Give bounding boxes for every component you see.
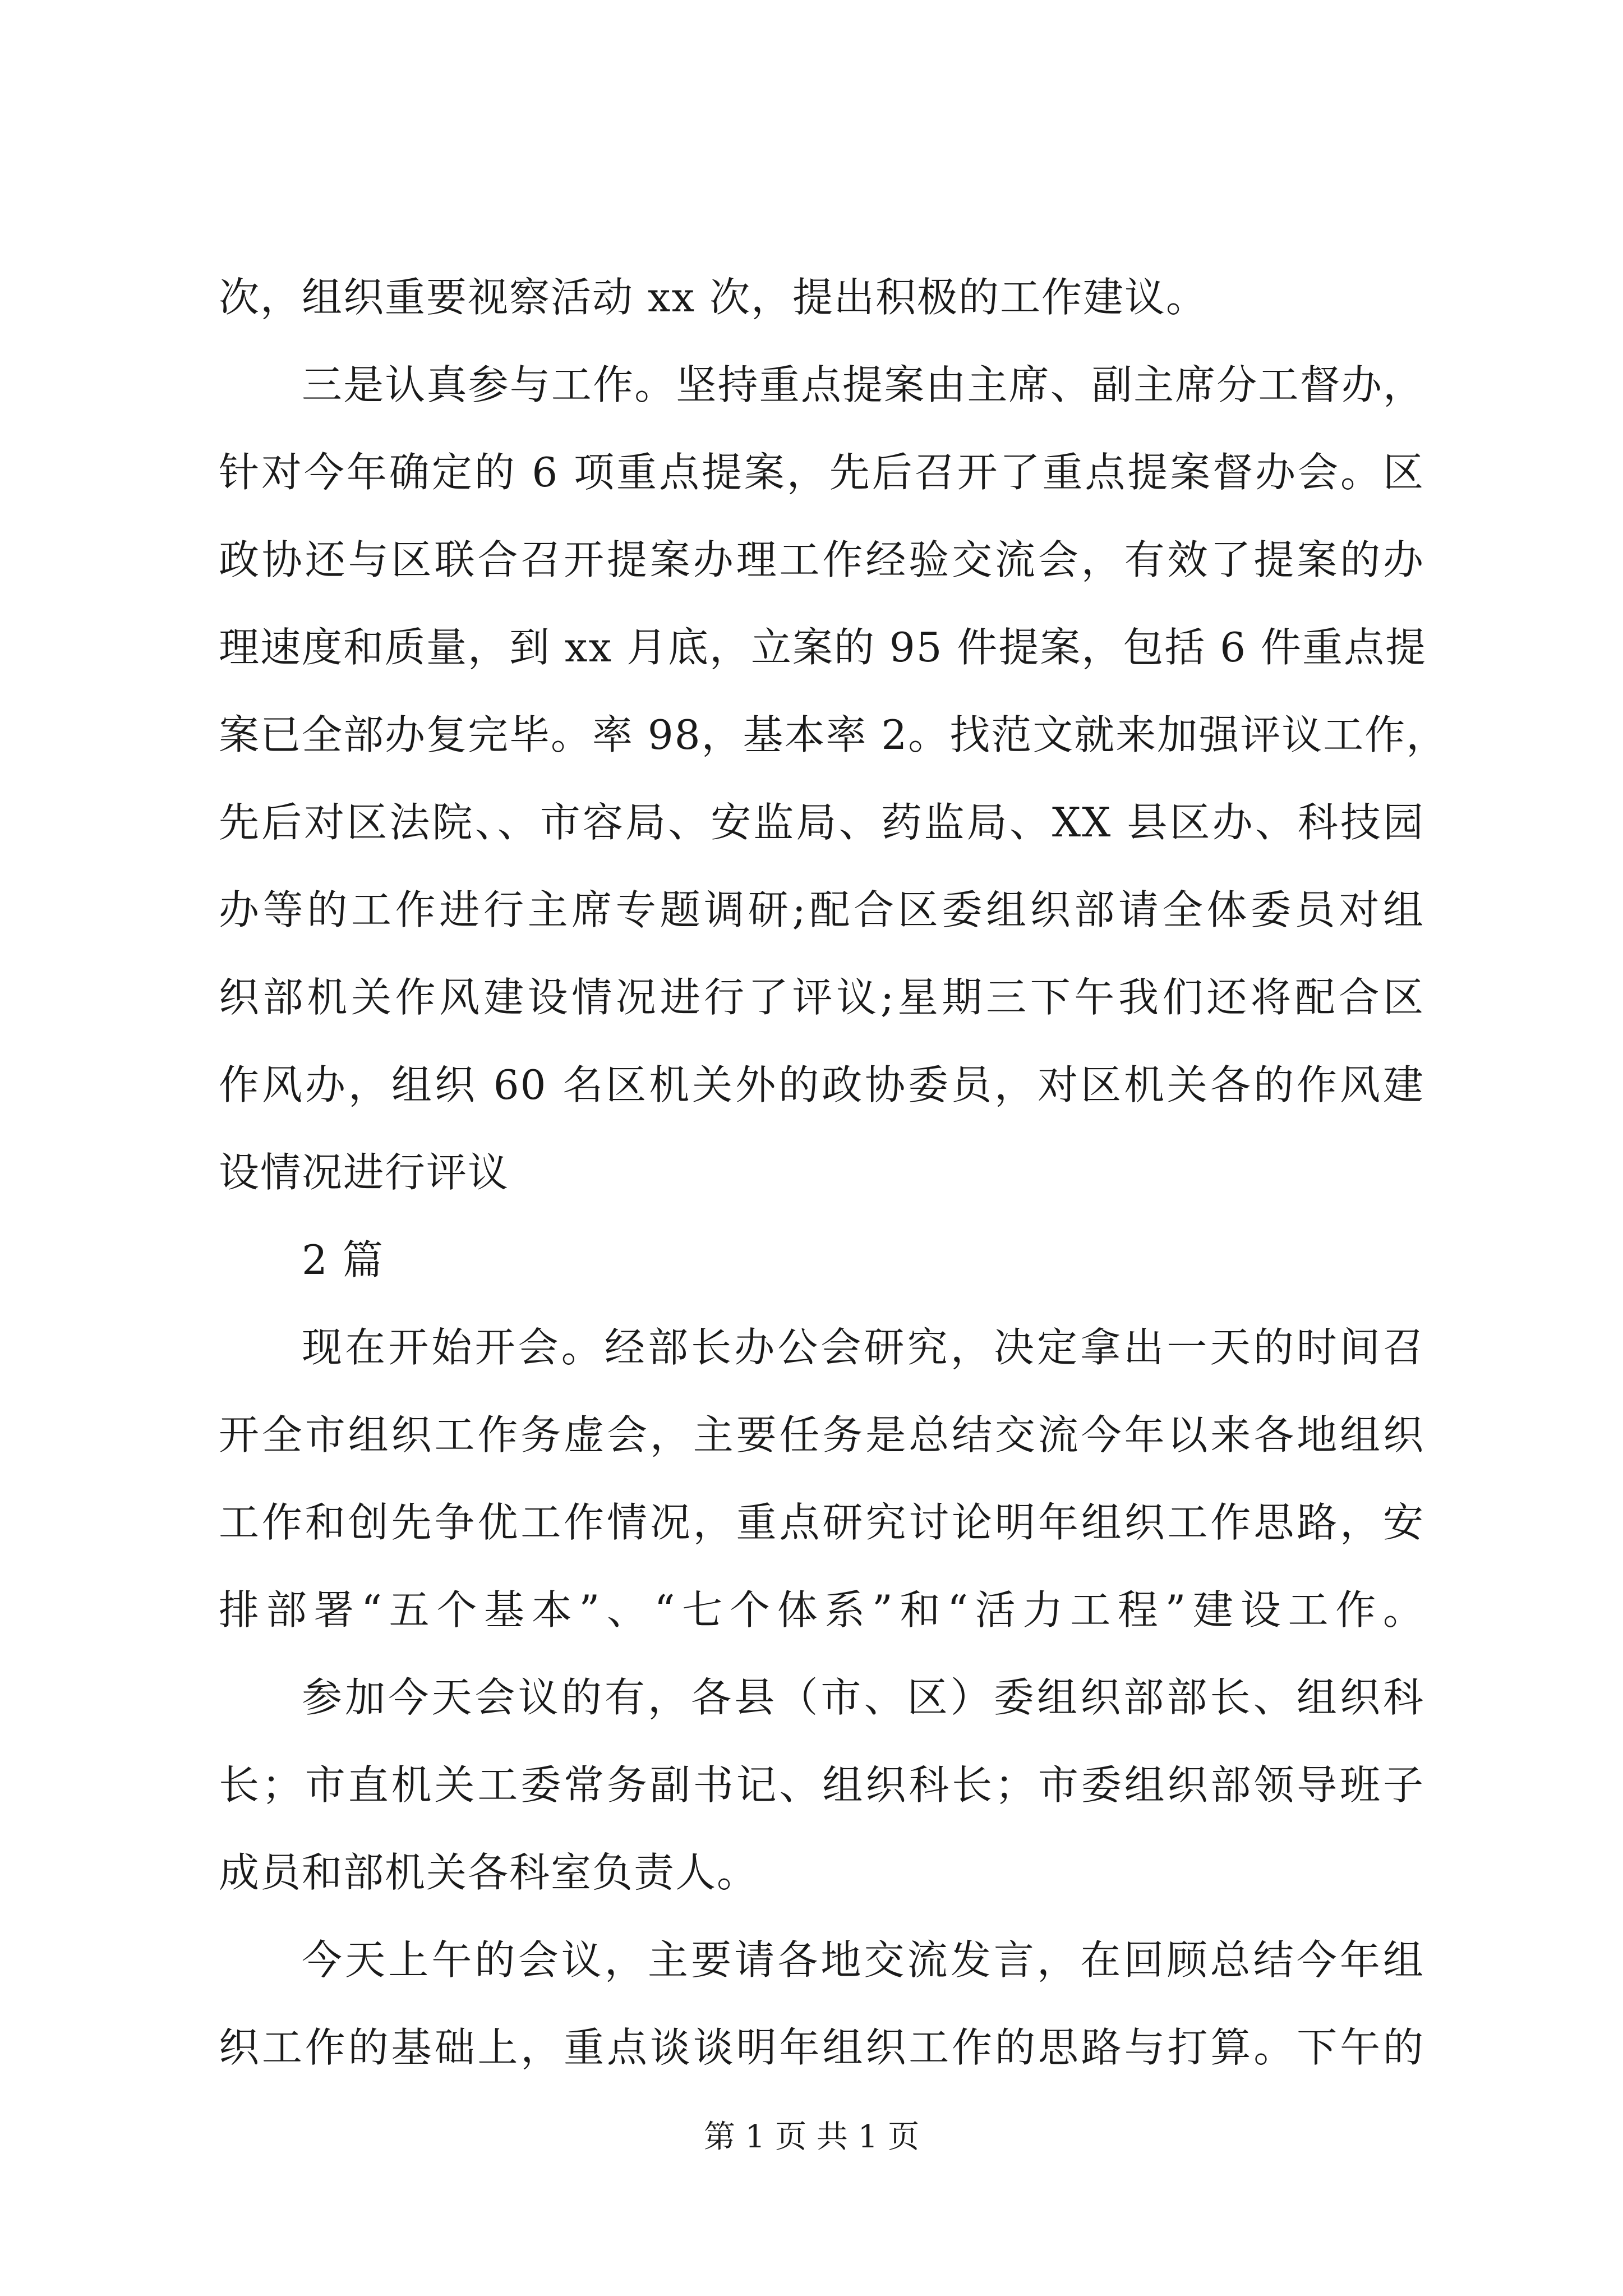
text-line: 办等的工作进行主席专题调研;配合区委组织部请全体委员对组 xyxy=(219,886,1424,933)
text-line: 工作和创先争优工作情况，重点研究讨论明年组织工作思路，安 xyxy=(219,1499,1424,1546)
text-line: 先后对区法院、、市容局、安监局、药监局、XX 县区办、科技园 xyxy=(219,799,1424,846)
text-line: 长；市直机关工委常务副书记、组织科长；市委组织部领导班子 xyxy=(219,1761,1424,1809)
text-line: 织工作的基础上，重点谈谈明年组织工作的思路与打算。下午的 xyxy=(219,2024,1424,2071)
text-line: 案已全部办复完毕。率 98，基本率 2。找范文就来加强评议工作， xyxy=(219,711,1448,758)
text-line: 理速度和质量，到 xx 月底，立案的 95 件提案，包括 6 件重点提 xyxy=(219,624,1427,671)
text-line: 排部署“五个基本”、“七个体系”和“活力工程”建设工作。 xyxy=(219,1586,1424,1634)
text-line: 开全市组织工作务虚会，主要任务是总结交流今年以来各地组织 xyxy=(219,1411,1424,1458)
text-line: 作风办，组织 60 名区机关外的政协委员，对区机关各的作风建 xyxy=(219,1061,1424,1108)
page-number-footer: 第 1 页 共 1 页 xyxy=(703,2119,920,2155)
text-line: 成员和部机关各科室负责人。 xyxy=(219,1849,759,1896)
text-line: 针对今年确定的 6 项重点提案，先后召开了重点提案督办会。区 xyxy=(219,449,1424,496)
text-line: 政协还与区联合召开提案办理工作经验交流会，有效了提案的办 xyxy=(219,536,1424,583)
paragraph-start-line: 现在开始开会。经部长办公会研究，决定拿出一天的时间召 xyxy=(302,1324,1424,1371)
document-body xyxy=(219,254,1448,2091)
section-heading: 2 篇 xyxy=(302,1236,384,1283)
paragraph-start-line: 今天上午的会议，主要请各地交流发言，在回顾总结今年组 xyxy=(302,1936,1424,1984)
text-line: 设情况进行评议 xyxy=(219,1149,510,1196)
paragraph-start-line: 三是认真参与工作。坚持重点提案由主席、副主席分工督办， xyxy=(302,361,1424,408)
text-line: 织部机关作风建设情况进行了评议;星期三下午我们还将配合区 xyxy=(219,974,1424,1021)
text-line: 次，组织重要视察活动 xx 次，提出积极的工作建议。 xyxy=(219,274,1207,321)
paragraph-start-line: 参加今天会议的有，各县（市、区）委组织部部长、组织科 xyxy=(302,1674,1424,1721)
